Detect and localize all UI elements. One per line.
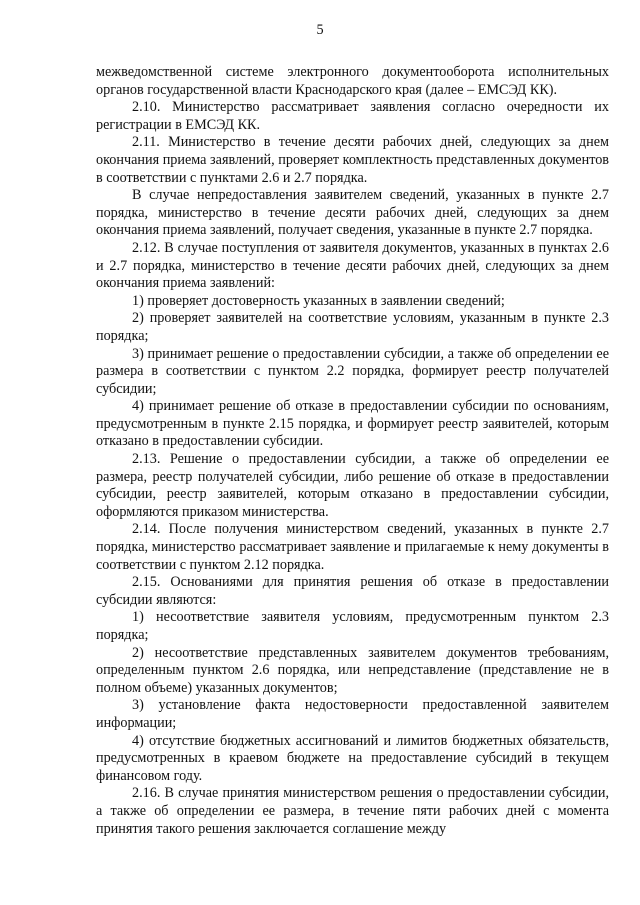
list-item-2-15-1: 1) несоответствие заявителя условиям, предусмотренным пунктом 2.3 порядка;: [96, 609, 609, 643]
list-item-2-15-4: 4) отсутствие бюджетных ассигнований и лимитов бюджетных обязательств, предусмотренных в краевом бюджете на предоставление субсидий в текущем финансовом году.: [96, 732, 609, 784]
paragraph-2-10: 2.10. Министерство рассматривает заявления согласно очередности их регистрации в ЕМСЭД КК.: [96, 99, 609, 133]
list-item-2-12-4: 4) принимает решение об отказе в предоставлении субсидии по основаниям, предусмотренным в пункте 2.15 порядка, и формирует реестр заявителей, которым отказано в предоставлении субсидии.: [96, 398, 609, 450]
document-body: [96, 64, 609, 838]
paragraph-2-11: 2.11. Министерство в течение десяти рабочих дней, следующих за днем окончания приема заявлений, проверяет комплектность представленных документов в соответствии с пунктами 2.6 и 2.7 порядка.: [96, 134, 609, 186]
paragraph-2-14: 2.14. После получения министерством сведений, указанных в пункте 2.7 порядка, министерство рассматривает заявление и прилагаемые к нему документы в соответствии с пунктом 2.12 порядка.: [96, 521, 609, 573]
list-item-2-15-2: 2) несоответствие представленных заявителем документов требованиям, определенным пунктом 2.6 порядка, или непредставление (представление не в полном объеме) указанных документов;: [96, 644, 609, 696]
paragraph-2-16: 2.16. В случае принятия министерством решения о предоставлении субсидии, а также об определении ее размера, в течение пяти рабочих дней с момента принятия такого решения заключается соглашение между: [96, 785, 609, 837]
paragraph-2-11-note: В случае непредоставления заявителем сведений, указанных в пункте 2.7 порядка, министерство в течение десяти рабочих дней, следующих за днем окончания приема заявлений, получает сведения, указанные в пункте 2.7 порядка.: [96, 187, 609, 239]
list-item-2-12-3: 3) принимает решение о предоставлении субсидии, а также об определении ее размера в соответствии с пунктом 2.2 порядка, формирует реестр получателей субсидии;: [96, 345, 609, 397]
paragraph-2-15: 2.15. Основаниями для принятия решения об отказе в предоставлении субсидии являются:: [96, 574, 609, 608]
list-item-2-12-2: 2) проверяет заявителей на соответствие условиям, указанным в пункте 2.3 порядка;: [96, 310, 609, 344]
list-item-2-15-3: 3) установление факта недостоверности предоставленной заявителем информации;: [96, 697, 609, 731]
list-item-2-12-1: 1) проверяет достоверность указанных в заявлении сведений;: [132, 292, 505, 309]
paragraph-continuation: межведомственной системе электронного документооборота исполнительных органов государственной власти Краснодарского края (далее – ЕМСЭД КК).: [96, 64, 609, 98]
page-number: 5: [316, 22, 324, 38]
paragraph-2-13: 2.13. Решение о предоставлении субсидии, а также об определении ее размера, реестр получателей субсидии, либо решение об отказе в предоставлении субсидии, реестр заявителей, которым отказано в предоставлении субсидии, оформляются приказом министерства.: [96, 451, 609, 520]
paragraph-2-12: 2.12. В случае поступления от заявителя документов, указанных в пунктах 2.6 и 2.7 порядка, министерство в течение десяти рабочих дней, следующих за днем окончания приема заявлений:: [96, 239, 609, 292]
